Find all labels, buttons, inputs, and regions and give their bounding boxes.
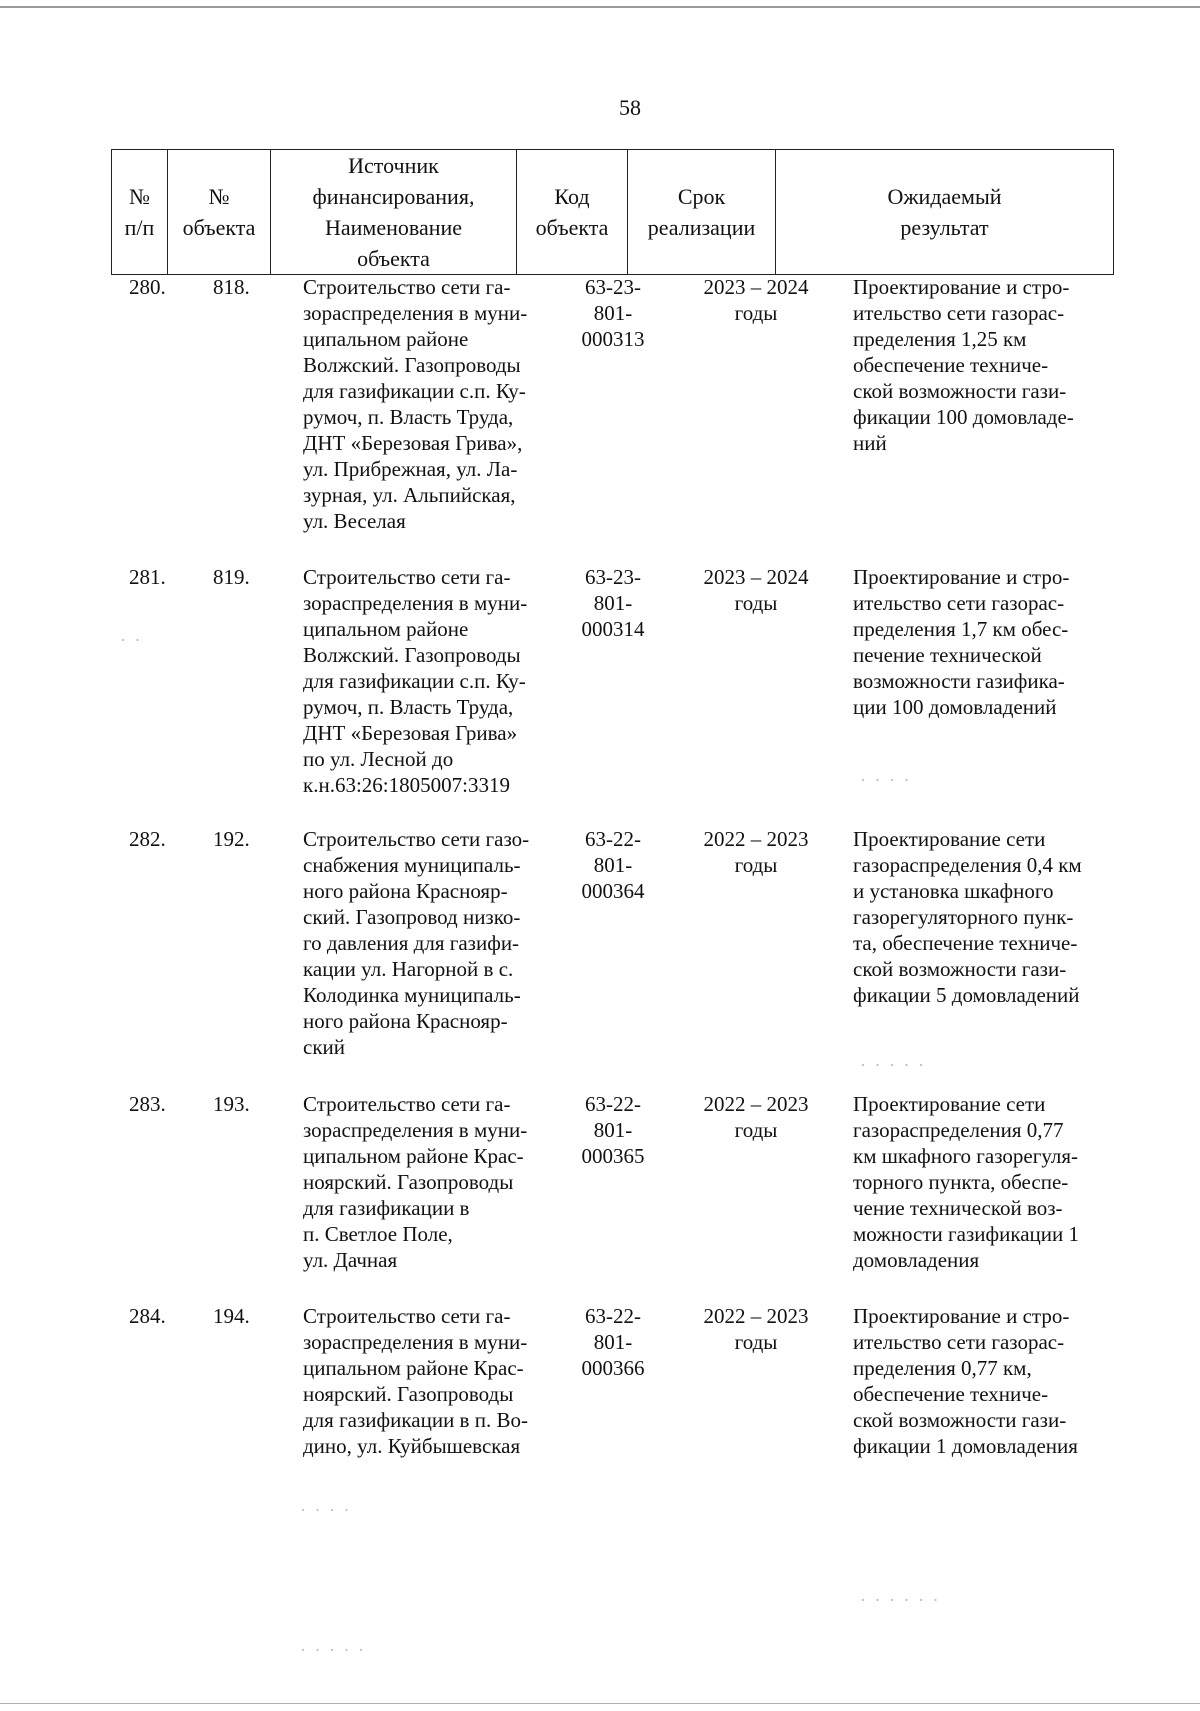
object-number: 194. (213, 1304, 250, 1328)
header-num (112, 150, 168, 275)
object-code: 63-22- 801- 000366 (581, 1304, 645, 1380)
object-name: Строительство сети га- зораспределения в муни- ципальном районе Крас- ноярский. Газопроводы для газификации в п. Во- дино, ул. Куйбышевская (303, 1304, 528, 1458)
page-number: 58 (619, 95, 641, 120)
bleed-through-speck: · · · · (860, 770, 912, 790)
top-scan-edge (0, 6, 1200, 8)
row-number: 282. (129, 827, 166, 851)
header-code (517, 150, 628, 275)
implementation-term: 2023 – 2024 годы (703, 275, 809, 325)
bleed-through-speck: · · (120, 630, 143, 650)
row-number: 284. (129, 1304, 166, 1328)
object-name: Строительство сети га- зораспределения в муни- ципальном районе Волжский. Газопроводы для газификации с.п. Ку- румоч, п. Власть Труда, ДНТ «Березовая Грива», ул. Прибрежная, ул. Ла- зурная, ул. Альпийская, ул. Веселая (303, 275, 528, 533)
implementation-term: 2022 – 2023 годы (703, 1092, 809, 1142)
object-code: 63-22- 801- 000365 (581, 1092, 645, 1168)
object-code: 63-23- 801- 000314 (581, 565, 645, 641)
header-result (776, 150, 1114, 275)
object-code: 63-22- 801- 000364 (581, 827, 645, 903)
object-number: 818. (213, 275, 250, 299)
bleed-through-speck: · · · · · (860, 1055, 926, 1075)
object-number: 193. (213, 1092, 250, 1116)
bleed-through-speck: · · · · (300, 1500, 352, 1520)
expected-result: Проектирование и стро- ительство сети газорас- пределения 1,7 км обес- печение технической возможности газифика- ции 100 домовладений (853, 565, 1070, 719)
object-number: 192. (213, 827, 250, 851)
header-term (628, 150, 776, 275)
object-name: Строительство сети га- зораспределения в муни- ципальном районе Волжский. Газопроводы для газификации с.п. Ку- румоч, п. Власть Труда, ДНТ «Березовая Грива» по ул. Лесной до к.н.63:26:1805007:3319 (303, 565, 528, 797)
table-header (111, 149, 1114, 275)
object-code: 63-23- 801- 000313 (581, 275, 645, 351)
object-name: Строительство сети га- зораспределения в муни- ципальном районе Крас- ноярский. Газопроводы для газификации в п. Светлое Поле, ул. Дачная (303, 1092, 528, 1272)
header-term-text: Срок реализации (647, 184, 756, 240)
header-object-number (168, 150, 271, 275)
expected-result: Проектирование и стро- ительство сети газорас- пределения 1,25 км обеспечение техниче- ской возможности гази- фикации 100 домовладе- ний (853, 275, 1074, 455)
row-number: 280. (129, 275, 166, 299)
header-code-text: Код объекта (535, 184, 609, 240)
header-object-number-text: № объекта (182, 184, 256, 240)
expected-result: Проектирование сети газораспределения 0,4 км и установка шкафного газорегуляторного пунк- та, обеспечение техниче- ской возможности гази- фикации 5 домовладений (853, 827, 1082, 1007)
bleed-through-speck: · · · · · (300, 1640, 366, 1660)
object-name: Строительство сети газо- снабжения муниципаль- ного района Краснояр- ский. Газопровод низко- го давления для газифи- кации ул. Нагорной в с. Колодинка муниципаль- ного района Краснояр- ский (303, 827, 530, 1059)
bottom-scan-edge (0, 1703, 1200, 1704)
object-number: 819. (213, 565, 250, 589)
expected-result: Проектирование сети газораспределения 0,77 км шкафного газорегуля- торного пункта, обеспе- чение технической воз- можности газификации 1 домовладения (853, 1092, 1080, 1272)
header-result-text: Ожидаемый результат (887, 184, 1002, 240)
implementation-term: 2022 – 2023 годы (703, 1304, 809, 1354)
row-number: 281. (129, 565, 166, 589)
header-source (271, 150, 517, 275)
implementation-term: 2022 – 2023 годы (703, 827, 809, 877)
header-num-text: № п/п (124, 184, 155, 240)
header-source-text: Источник финансирования, Наименование объекта (312, 153, 475, 271)
row-number: 283. (129, 1092, 166, 1116)
bleed-through-speck: · · · · · · (860, 1590, 941, 1610)
expected-result: Проектирование и стро- ительство сети газорас- пределения 0,77 км, обеспечение техниче- ской возможности гази- фикации 1 домовладения (853, 1304, 1078, 1458)
implementation-term: 2023 – 2024 годы (703, 565, 809, 615)
